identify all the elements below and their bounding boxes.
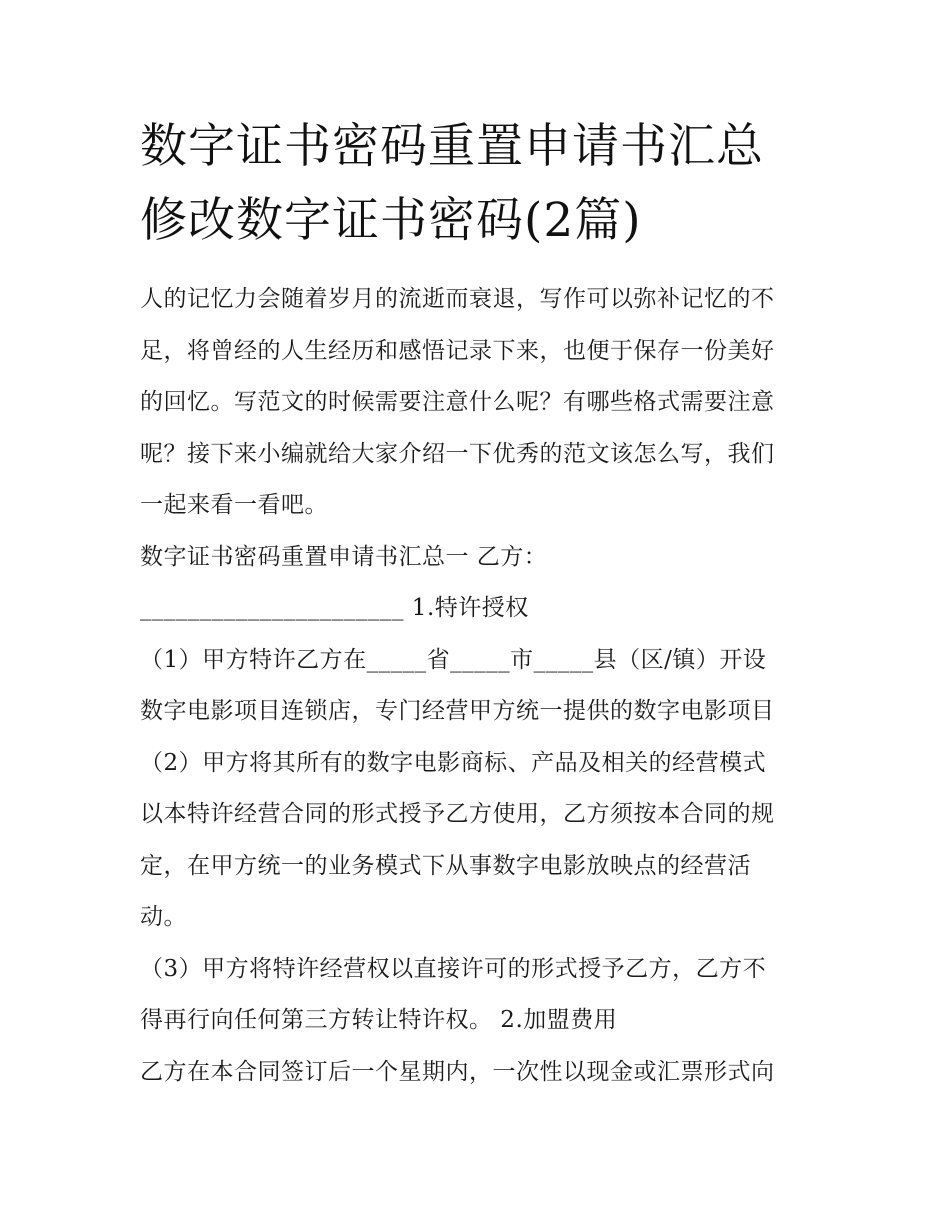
text-line: 的回忆。写范文的时候需要注意什么呢？有哪些格式需要注意 xyxy=(140,389,775,415)
text-line: 一起来看一看吧。 xyxy=(140,492,328,518)
title-line: 数字证书密码重置申请书汇总 xyxy=(140,119,764,174)
document-title xyxy=(140,110,820,258)
clause-paragraph xyxy=(140,1047,820,1099)
text-line: （3）甲方将特许经营权以直接许可的形式授予乙方，乙方不 xyxy=(140,955,767,982)
text-line: 动。 xyxy=(140,904,187,930)
title-line: 修改数字证书密码(2篇) xyxy=(140,193,642,248)
text-line: 得再行向任何第三方转让特许权。 2.加盟费用 xyxy=(140,1007,618,1033)
text-line: 数字证书密码重置申请书汇总一 乙方： xyxy=(140,543,548,570)
text-line: 足，将曾经的人生经历和感悟记录下来，也便于保存一份美好 xyxy=(140,337,775,364)
clause-paragraph xyxy=(140,944,820,1047)
text-line: 乙方在本合同签订后一个星期内，一次性以现金或汇票形式向 xyxy=(140,1058,775,1085)
clause-paragraph xyxy=(140,738,820,944)
text-line: ______________________ 1.特许授权 xyxy=(140,595,529,621)
text-line: 以本特许经营合同的形式授予乙方使用，乙方须按本合同的规 xyxy=(140,801,775,827)
document-body xyxy=(140,274,820,1098)
intro-paragraph xyxy=(140,274,820,532)
text-line: 人的记忆力会随着岁月的流逝而衰退，写作可以弥补记忆的不 xyxy=(140,286,775,312)
text-line: 定，在甲方统一的业务模式下从事数字电影放映点的经营活 xyxy=(140,852,751,879)
text-line: 呢？接下来小编就给大家介绍一下优秀的范文该怎么写，我们 xyxy=(140,440,775,467)
section-heading xyxy=(140,532,820,584)
text-line: （1）甲方特许乙方在_____省_____市_____县（区/镇）开设 xyxy=(140,646,767,673)
text-line: （2）甲方将其所有的数字电影商标、产品及相关的经营模式 xyxy=(140,749,767,776)
clause-paragraph xyxy=(140,635,820,738)
document-page xyxy=(140,110,820,1098)
text-line: 数字电影项目连锁店，专门经营甲方统一提供的数字电影项目 xyxy=(140,698,775,724)
clause-heading xyxy=(140,583,820,635)
